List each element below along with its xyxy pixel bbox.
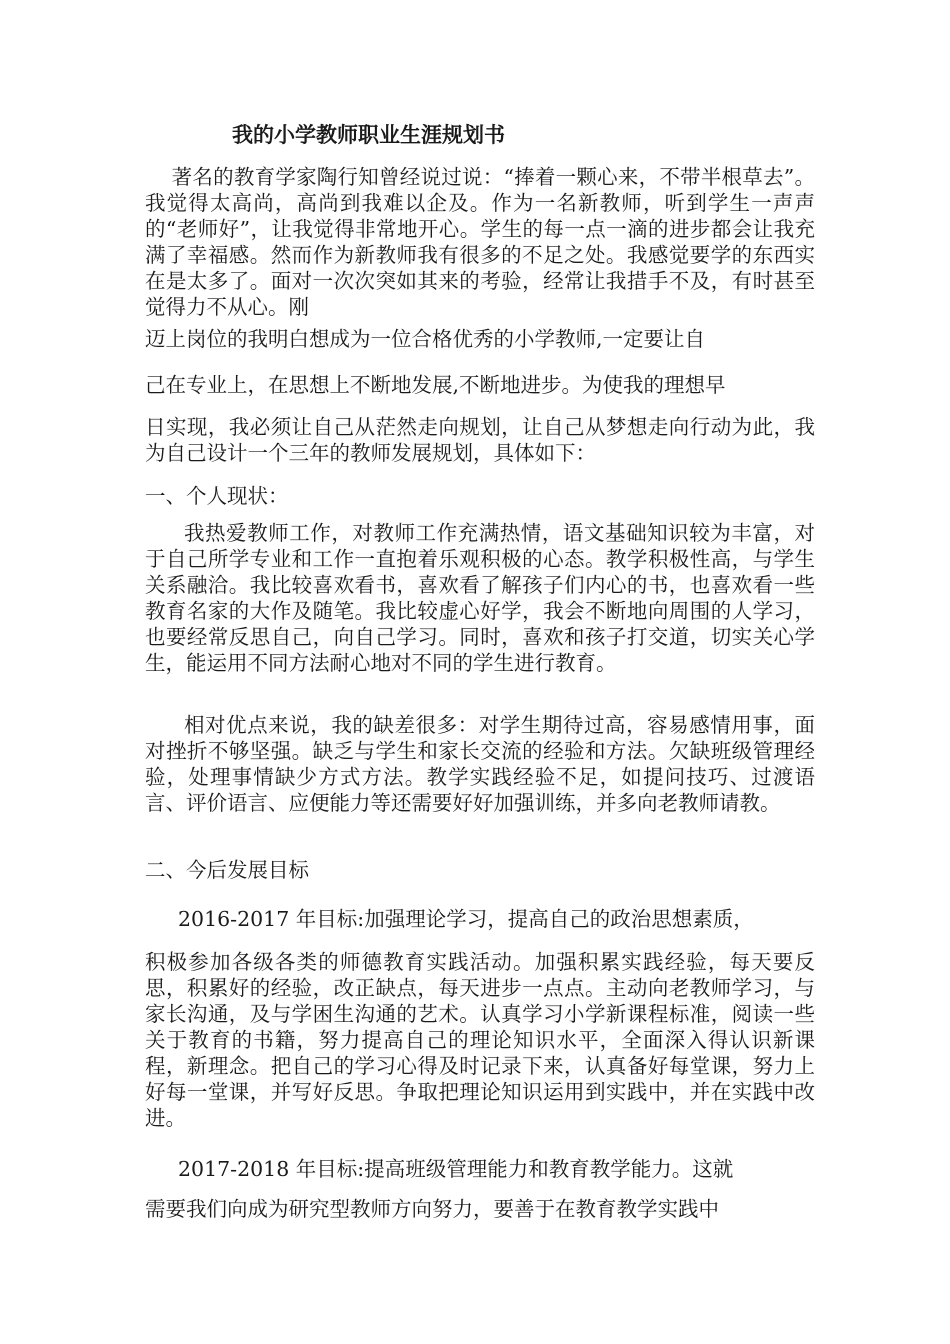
- intro-line: 迈上岗位的我明白想成为一位合格优秀的小学教师,一定要让自: [145, 327, 706, 351]
- goal-paragraph: 积极参加各级各类的师德教育实践活动。加强积累实践经验，每天要反思，积累好的经验，改正缺点，每天进步一点点。主动向老教师学习，与家长沟通，及与学困生沟通的艺术。认真学习小学新课程标准，阅读一些关于教育的书籍，努力提高自己的理论知识水平，全面深入得认识新课程，新理念。把自己的学习心得及时记录下来，认真备好每堂课，努力上好每一堂课，并写好反思。争取把理论知识运用到实践中，并在实践中改进。: [145, 950, 815, 1130]
- goal-line: 2016-2017 年目标:加强理论学习，提高自己的政治思想素质，: [178, 907, 754, 931]
- goal-line: 需要我们向成为研究型教师方向努力，要善于在教育教学实践中: [145, 1197, 719, 1221]
- section-heading: 二、今后发展目标: [145, 858, 309, 882]
- goal-line: 2017-2018 年目标:提高班级管理能力和教育教学能力。这就: [178, 1157, 734, 1181]
- document-title: 我的小学教师职业生涯规划书: [232, 122, 505, 147]
- section-heading: 一、个人现状：: [145, 484, 289, 508]
- intro-paragraph: 著名的教育学家陶行知曾经说过说：“捧着一颗心来，不带半根草去”。我觉得太高尚，高尚到我难以企及。作为一名新教师，听到学生一声声的“老师好”，让我觉得非常地开心。学生的每一点一滴的进步都会让我充满了幸福感。然而作为新教师我有很多的不足之处。我感觉要学的东西实在是太多了。面对一次次突如其来的考验，经常让我措手不及，有时甚至觉得力不从心。刚: [145, 165, 815, 319]
- intro-paragraph: 日实现，我必须让自己从茫然走向规划，让自己从梦想走向行动为此，我为自己设计一个三年的教师发展规划，具体如下：: [145, 415, 815, 465]
- intro-line: 己在专业上，在思想上不断地发展,不断地进步。为使我的理想早: [145, 373, 726, 397]
- body-paragraph: 相对优点来说，我的缺差很多：对学生期待过高，容易感情用事，面对挫折不够坚强。缺乏与学生和家长交流的经验和方法。欠缺班级管理经验，处理事情缺少方式方法。教学实践经验不足，如提问技巧、过渡语言、评价语言、应便能力等还需要好好加强训练，并多向老教师请教。: [145, 713, 815, 815]
- body-paragraph: 我热爱教师工作，对教师工作充满热情，语文基础知识较为丰富，对于自己所学专业和工作一直抱着乐观积极的心态。教学积极性高，与学生关系融洽。我比较喜欢看书，喜欢看了解孩子们内心的书，也喜欢看一些教育名家的大作及随笔。我比较虚心好学，我会不断地向周围的人学习，也要经常反思自己，向自己学习。同时，喜欢和孩子打交道，切实关心学生，能运用不同方法耐心地对不同的学生进行教育。: [145, 521, 815, 675]
